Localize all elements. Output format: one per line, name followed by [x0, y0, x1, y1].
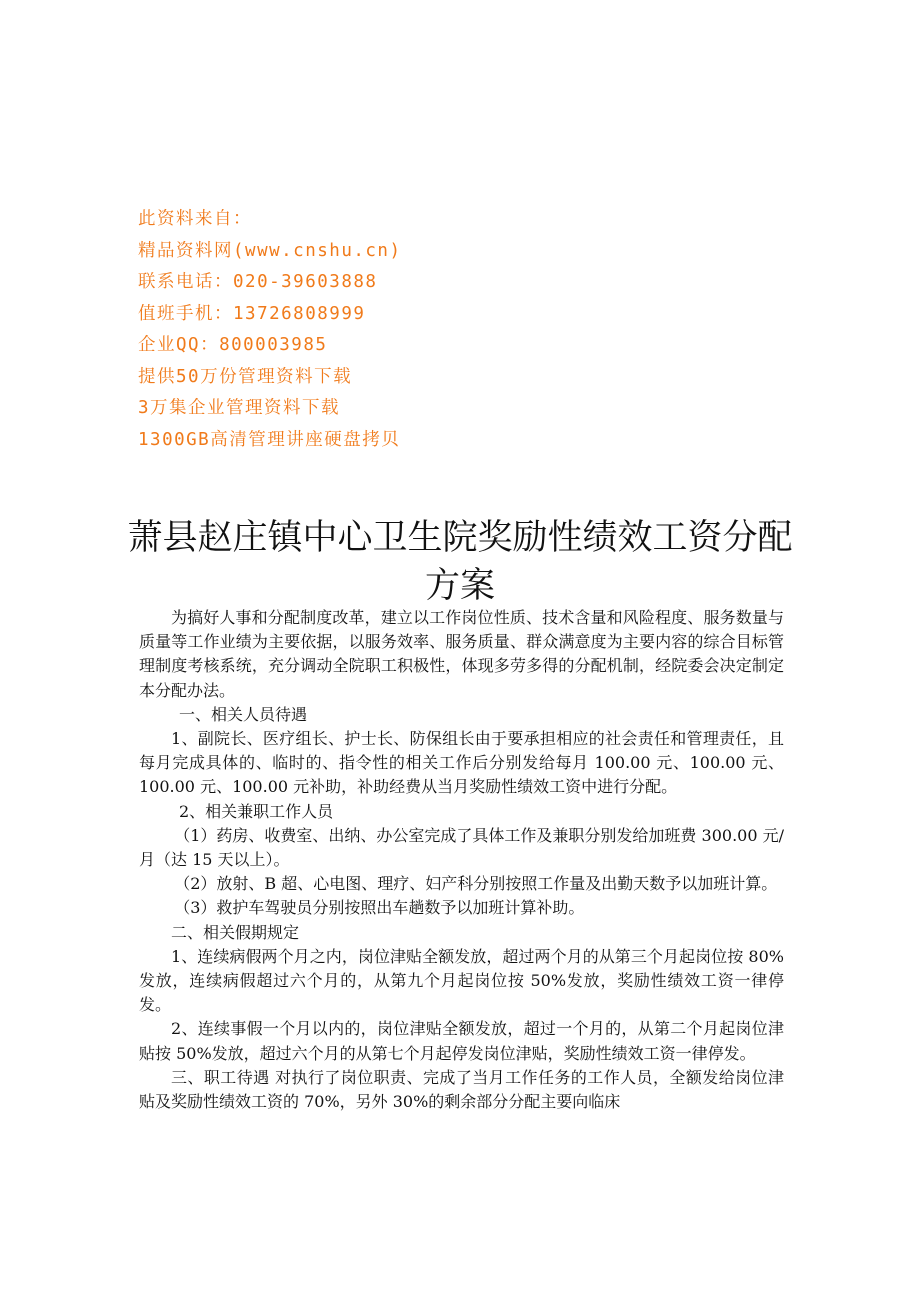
- paragraph-sick-leave: 1、连续病假两个月之内，岗位津贴全额发放，超过两个月的从第三个月起岗位按 80%发放，连续病假超过六个月的，从第九个月起岗位按 50%发放，奖励性绩效工资一律停发。: [139, 946, 784, 1015]
- promo-line-2: 3万集企业管理资料下载: [138, 398, 341, 418]
- source-line: 此资料来自：: [138, 209, 252, 229]
- paragraph-2-3: （3）救护车驾驶员分别按照出车趟数予以加班计算补助。: [174, 898, 585, 918]
- paragraph-staff-treatment: 三、职工待遇 对执行了岗位职责、完成了当月工作任务的工作人员，全额发给岗位津贴及奖励性绩效工资的 70%，另外 30%的剩余部分分配主要向临床: [139, 1067, 784, 1112]
- paragraph-1-1: 1、副院长、医疗组长、护士长、防保组长由于要承担相应的社会责任和管理责任，且每月完成具体的、临时的、指令性的相关工作后分别发给每月 100.00 元、100.00 元、100.00 元、100.00 元补助，补助经费从当月奖励性绩效工资中进行分配。: [139, 729, 784, 797]
- title-line-1: 萧县赵庄镇中心卫生院奖励性绩效工资分配: [127, 518, 793, 558]
- section-heading-1: 一、相关人员待遇: [179, 704, 308, 724]
- paragraph-personal-leave: 2、连续事假一个月以内的，岗位津贴全额发放，超过一个月的，从第二个月起岗位津贴按 50%发放，超过六个月的从第七个月起停发岗位津贴，奖励性绩效工资一律停发。: [139, 1019, 784, 1063]
- phone-line: 联系电话：020-39603888: [138, 272, 378, 292]
- intro-paragraph: 为搞好人事和分配制度改革，建立以工作岗位性质、技术含量和风险程度、服务数量与质量等工作业绩为主要依据，以服务效率、服务质量、群众满意度为主要内容的综合目标管理制度考核系统，充分调动全院职工积极性，体现多劳多得的分配机制，经院委会决定制定本分配办法。: [139, 608, 784, 700]
- mobile-line: 值班手机：13726808999: [138, 303, 366, 324]
- promo-line-3: 1300GB高清管理讲座硬盘拷贝: [138, 429, 401, 450]
- promo-line-1: 提供50万份管理资料下载: [138, 366, 353, 387]
- source-info-block: [138, 204, 402, 456]
- document-title: [110, 514, 810, 610]
- section-heading-2: 二、相关假期规定: [171, 922, 300, 942]
- title-line-2: 方案: [424, 566, 495, 606]
- website-line: 精品资料网(www.cnshu.cn): [138, 240, 402, 261]
- document-body: [139, 606, 784, 1114]
- paragraph-2-2: （2）放射、B 超、心电图、理疗、妇产科分别按照工作量及出勤天数予以加班计算。: [174, 874, 778, 894]
- subsection-heading-2: 2、相关兼职工作人员: [179, 801, 334, 821]
- qq-line: 企业QQ：800003985: [138, 335, 328, 355]
- paragraph-2-1: （1）药房、收费室、出纳、办公室完成了具体工作及兼职分别发给加班费 300.00 元/月（达 15 天以上）。: [139, 825, 784, 870]
